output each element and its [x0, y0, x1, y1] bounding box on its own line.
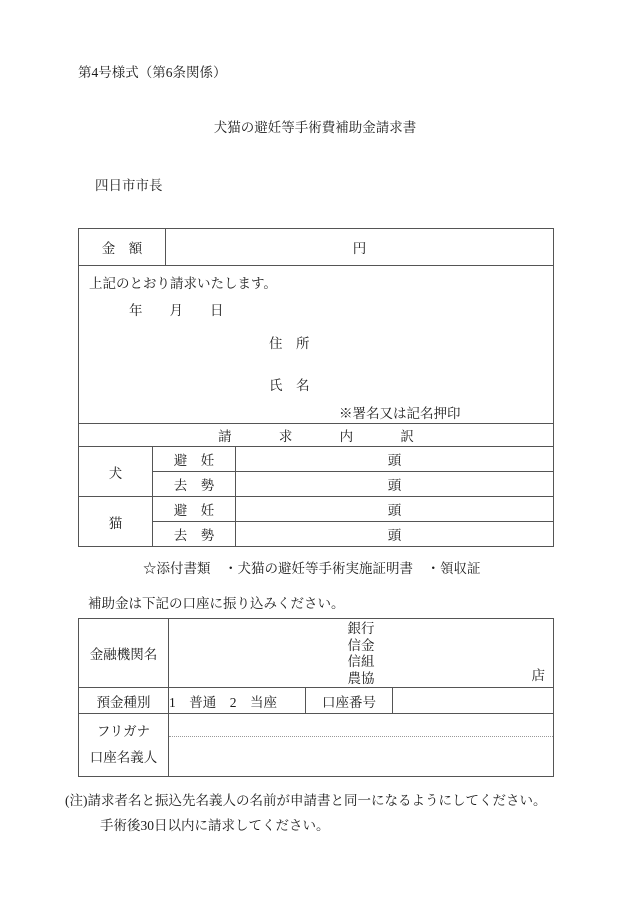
declaration-cell: [79, 266, 554, 424]
note-line-2: 手術後30日以内に請求してください。: [100, 818, 330, 833]
amount-value-cell: 円: [166, 229, 554, 266]
address-label: 住 所: [269, 336, 310, 351]
bank-table: [78, 618, 554, 777]
addressee: 四日市市長: [95, 178, 163, 193]
furigana-label: フリガナ: [96, 724, 151, 739]
procedure-cell: 去 勢: [153, 522, 236, 547]
animal-dog-cell: 犬: [79, 447, 153, 497]
branch-suffix: 店: [531, 668, 546, 683]
institution-type-shinso: 信組: [347, 654, 375, 669]
institution-type-bank: 銀行: [347, 621, 375, 636]
holder-value-cell: [169, 714, 554, 777]
account-number-value-cell: [393, 688, 554, 714]
page-title: 犬猫の避妊等手術費補助金請求書: [213, 120, 417, 135]
signature-note: ※署名又は記名押印: [339, 406, 461, 421]
procedure-cell: 避 妊: [153, 447, 236, 472]
procedure-cell: 去 勢: [153, 472, 236, 497]
holder-label-cell: [79, 714, 169, 777]
head-count-cell: 頭: [236, 497, 554, 522]
procedure-cell: 避 妊: [153, 497, 236, 522]
breakdown-header-cell: [79, 424, 554, 447]
head-count-cell: 頭: [236, 472, 554, 497]
declaration-text: 上記のとおり請求いたします。: [89, 276, 277, 291]
head-count-cell: 頭: [236, 447, 554, 472]
animal-cat-cell: 猫: [79, 497, 153, 547]
institution-types: [169, 619, 553, 687]
account-number-label-cell: 口座番号: [306, 688, 393, 714]
institution-name-cell: [169, 619, 554, 688]
institution-type-shinkin: 信金: [347, 637, 375, 653]
name-label: 氏 名: [269, 378, 310, 393]
institution-label-cell: 金融機関名: [79, 619, 169, 688]
breakdown-header: 請 求 内 訳: [218, 429, 431, 444]
transfer-note: 補助金は下記の口座に振り込みください。: [88, 596, 345, 611]
furigana-divider-line: [169, 736, 553, 737]
claim-table: [78, 228, 554, 547]
account-type-options-cell: 1 普通 2 当座: [169, 688, 306, 714]
date-label: 年 月 日: [129, 303, 224, 318]
institution-type-nokyo: 農協: [347, 670, 375, 686]
note-line-1: (注)請求者名と振込先名義人の名前が申請書と同一になるようにしてください。: [65, 793, 547, 808]
amount-label-cell: 金 額: [79, 229, 166, 266]
form-number: 第4号様式（第6条関係）: [78, 65, 227, 80]
head-count-cell: 頭: [236, 522, 554, 547]
account-type-label-cell: 預金種別: [79, 688, 169, 714]
holder-label: 口座名義人: [89, 750, 158, 765]
attachments-note: ☆添付書類 ・犬猫の避妊等手術実施証明書 ・領収証: [143, 561, 481, 576]
